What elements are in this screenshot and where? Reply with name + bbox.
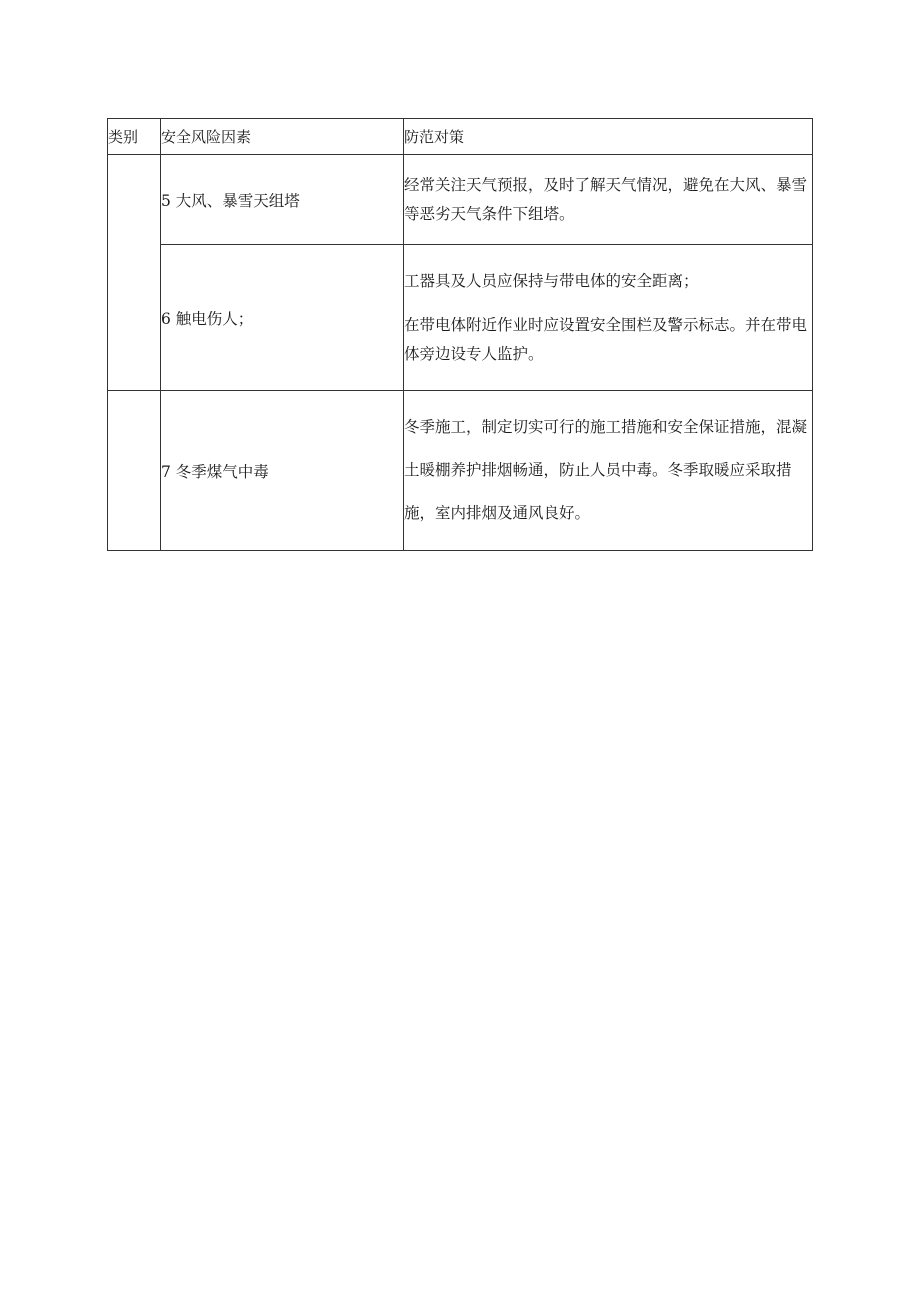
header-countermeasure: 防范对策 [404, 119, 813, 155]
countermeasure-cell [404, 245, 813, 391]
risk-factor-cell: 7 冬季煤气中毒 [161, 391, 404, 551]
countermeasure-text: 冬季施工，制定切实可行的施工措施和安全保证措施，混凝土暖棚养护排烟畅通，防止人员中毒。冬季取暖应采取措施，室内排烟及通风良好。 [404, 418, 808, 522]
table-row [108, 155, 813, 245]
header-category: 类别 [108, 119, 161, 155]
countermeasure-text: 经常关注天气预报，及时了解天气情况，避免在大风、暴雪等恶劣天气条件下组塔。 [404, 175, 808, 223]
countermeasure-cell [404, 155, 813, 245]
category-cell [108, 155, 161, 391]
countermeasure-text: 在带电体附近作业时应设置安全围栏及警示标志。并在带电体旁边设专人监护。 [404, 315, 808, 363]
risk-factor-cell: 5 大风、暴雪天组塔 [161, 155, 404, 245]
table-header-row [108, 119, 813, 155]
risk-factor-cell: 6 触电伤人； [161, 245, 404, 391]
countermeasure-text: 工器具及人员应保持与带电体的安全距离； [404, 271, 699, 290]
countermeasure-cell [404, 391, 813, 551]
category-cell [108, 391, 161, 551]
risk-measures-table [107, 118, 813, 551]
table-row [108, 391, 813, 551]
header-risk-factor: 安全风险因素 [161, 119, 404, 155]
table-row [108, 245, 813, 391]
